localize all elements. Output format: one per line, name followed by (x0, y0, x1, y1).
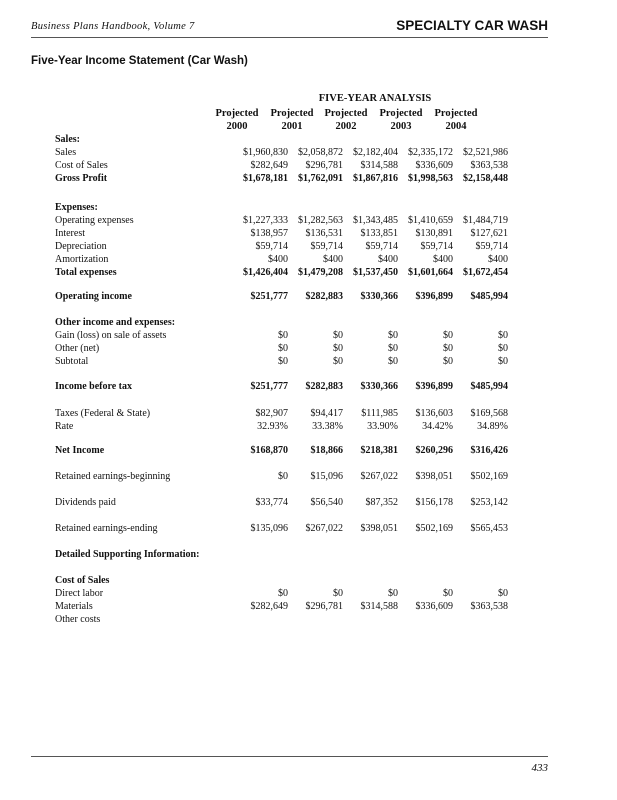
row-value-2003: $1,998,563 (408, 173, 453, 184)
row-value-2003: $0 (443, 343, 453, 354)
row-value-2002: $111,985 (361, 408, 398, 419)
row-value-2003: $260,296 (415, 445, 453, 456)
row-value-2000: $1,960,830 (243, 147, 288, 158)
row-value-2001: $282,883 (305, 291, 343, 302)
statement-row (31, 355, 551, 368)
row-value-2003: $2,335,172 (408, 147, 453, 158)
row-value-2004: $2,158,448 (463, 173, 508, 184)
statement-row (31, 214, 551, 227)
row-label: Subtotal (55, 356, 89, 367)
row-value-2002: $59,714 (365, 241, 398, 252)
statement-row (31, 407, 551, 420)
statement-row (31, 613, 551, 626)
row-value-2001: $0 (333, 343, 343, 354)
row-value-2000: $251,777 (250, 291, 288, 302)
row-value-2002: $2,182,404 (353, 147, 398, 158)
row-value-2000: $82,907 (255, 408, 288, 419)
row-label: Total expenses (55, 267, 117, 278)
row-value-2003: $398,051 (415, 471, 453, 482)
row-value-2002: $0 (388, 343, 398, 354)
statement-row (31, 146, 551, 159)
row-value-2000: $33,774 (255, 497, 288, 508)
row-label: Sales (55, 147, 77, 158)
row-value-2000: $135,096 (250, 523, 288, 534)
row-value-2001: $136,531 (305, 228, 343, 239)
column-header-2002 (318, 107, 374, 133)
analysis-heading: FIVE-YEAR ANALYSIS (318, 93, 432, 104)
row-label: Rate (55, 421, 74, 432)
row-value-2002: $1,537,450 (353, 267, 398, 278)
row-label: Other (net) (55, 343, 100, 354)
statement-row (31, 201, 551, 214)
row-label: Other costs (55, 614, 101, 625)
statement-row (31, 227, 551, 240)
statement-row (31, 342, 551, 355)
row-value-2004: $0 (498, 330, 508, 341)
row-value-2002: $0 (388, 356, 398, 367)
row-value-2001: $0 (333, 330, 343, 341)
row-label: Taxes (Federal & State) (55, 408, 151, 419)
row-value-2002: $314,588 (360, 160, 398, 171)
row-value-2002: $1,867,816 (353, 173, 398, 184)
column-header-year: 2003 (390, 121, 412, 132)
row-value-2003: $1,601,664 (408, 267, 453, 278)
row-label: Operating income (55, 291, 132, 302)
statement-row (31, 444, 551, 457)
row-value-2004: $363,538 (470, 160, 508, 171)
row-value-2004: $485,994 (470, 381, 508, 392)
row-label: Retained earnings-beginning (55, 471, 171, 482)
row-label: Cost of Sales (55, 575, 110, 586)
footer-divider (31, 756, 548, 757)
row-value-2002: $1,343,485 (353, 215, 398, 226)
row-value-2001: $1,762,091 (298, 173, 343, 184)
statement-row (31, 316, 551, 329)
row-label: Expenses: (55, 202, 98, 213)
row-value-2004: $0 (498, 356, 508, 367)
row-value-2001: $296,781 (305, 601, 343, 612)
row-value-2004: $253,142 (470, 497, 508, 508)
statement-row (31, 587, 551, 600)
row-value-2002: $218,381 (360, 445, 398, 456)
page-title: Five-Year Income Statement (Car Wash) (31, 55, 248, 67)
row-value-2000: 32.93% (257, 421, 288, 432)
row-value-2000: $400 (268, 254, 288, 265)
row-value-2004: $2,521,986 (463, 147, 508, 158)
row-value-2002: $0 (388, 330, 398, 341)
row-value-2000: $0 (278, 588, 288, 599)
column-header-line1: Projected (379, 108, 423, 119)
row-value-2001: $267,022 (305, 523, 343, 534)
row-value-2004: $169,568 (470, 408, 508, 419)
row-value-2001: $59,714 (310, 241, 343, 252)
statement-row (31, 253, 551, 266)
row-value-2001: $0 (333, 588, 343, 599)
statement-row (31, 159, 551, 172)
row-value-2002: $330,366 (360, 381, 398, 392)
row-value-2003: $396,899 (415, 381, 453, 392)
statement-row (31, 240, 551, 253)
row-value-2001: $56,540 (310, 497, 343, 508)
section-title: SPECIALTY CAR WASH (396, 18, 548, 33)
row-value-2004: $565,453 (470, 523, 508, 534)
row-label: Materials (55, 601, 93, 612)
row-value-2004: $316,426 (470, 445, 508, 456)
row-value-2004: $485,994 (470, 291, 508, 302)
row-value-2003: $156,178 (415, 497, 453, 508)
row-label: Depreciation (55, 241, 107, 252)
row-value-2001: $2,058,872 (298, 147, 343, 158)
column-header-year: 2002 (335, 121, 357, 132)
row-label: Dividends paid (55, 497, 116, 508)
row-value-2000: $1,426,404 (243, 267, 288, 278)
row-value-2003: $130,891 (415, 228, 453, 239)
row-value-2002: $314,588 (360, 601, 398, 612)
column-header-line1: Projected (270, 108, 314, 119)
row-value-2000: $251,777 (250, 381, 288, 392)
column-header-line1: Projected (434, 108, 478, 119)
row-value-2003: $400 (433, 254, 453, 265)
statement-row (31, 600, 551, 613)
row-value-2002: $330,366 (360, 291, 398, 302)
row-label: Operating expenses (55, 215, 134, 226)
column-header-line1: Projected (324, 108, 368, 119)
row-label: Direct labor (55, 588, 104, 599)
row-value-2000: $282,649 (250, 160, 288, 171)
row-value-2004: $0 (498, 588, 508, 599)
row-value-2001: $400 (323, 254, 343, 265)
statement-row (31, 266, 551, 279)
row-value-2003: 34.42% (422, 421, 453, 432)
row-label: Sales: (55, 134, 80, 145)
row-value-2003: $336,609 (415, 601, 453, 612)
row-value-2000: $138,957 (250, 228, 288, 239)
row-value-2000: $0 (278, 356, 288, 367)
column-header-year: 2001 (281, 121, 303, 132)
row-value-2004: $502,169 (470, 471, 508, 482)
row-value-2000: $0 (278, 471, 288, 482)
column-header-2004 (428, 107, 484, 133)
column-header-year: 2004 (445, 121, 467, 132)
row-value-2001: $15,096 (310, 471, 343, 482)
row-value-2003: $1,410,659 (408, 215, 453, 226)
row-label: Net Income (55, 445, 105, 456)
row-value-2000: $1,678,181 (243, 173, 288, 184)
statement-row (31, 470, 551, 483)
row-value-2002: $398,051 (360, 523, 398, 534)
header-divider (31, 37, 548, 38)
row-value-2003: $0 (443, 588, 453, 599)
row-value-2004: $363,538 (470, 601, 508, 612)
row-value-2004: $127,621 (470, 228, 508, 239)
row-label: Other income and expenses: (55, 317, 176, 328)
row-label: Interest (55, 228, 85, 239)
statement-row (31, 522, 551, 535)
row-label: Gross Profit (55, 173, 108, 184)
row-value-2001: $282,883 (305, 381, 343, 392)
statement-row (31, 329, 551, 342)
row-value-2003: $336,609 (415, 160, 453, 171)
statement-row (31, 420, 551, 433)
row-value-2004: 34.89% (477, 421, 508, 432)
row-label: Income before tax (55, 381, 133, 392)
row-value-2001: $94,417 (310, 408, 343, 419)
row-value-2004: $59,714 (475, 241, 508, 252)
statement-row (31, 574, 551, 587)
row-label: Amortization (55, 254, 109, 265)
row-value-2001: $1,282,563 (298, 215, 343, 226)
row-value-2001: $1,479,208 (298, 267, 343, 278)
row-value-2003: $0 (443, 330, 453, 341)
row-value-2000: $0 (278, 343, 288, 354)
column-header-line1: Projected (215, 108, 259, 119)
row-value-2003: $396,899 (415, 291, 453, 302)
row-label: Detailed Supporting Information: (55, 549, 200, 560)
row-value-2002: $133,851 (360, 228, 398, 239)
statement-row (31, 290, 551, 303)
row-value-2000: $168,870 (250, 445, 288, 456)
row-value-2000: $0 (278, 330, 288, 341)
row-label: Cost of Sales (55, 160, 108, 171)
statement-row (31, 133, 551, 146)
column-header-year: 2000 (226, 121, 248, 132)
statement-row (31, 496, 551, 509)
row-value-2002: $0 (388, 588, 398, 599)
row-value-2002: $87,352 (365, 497, 398, 508)
row-value-2004: $0 (498, 343, 508, 354)
row-value-2003: $0 (443, 356, 453, 367)
row-value-2001: $0 (333, 356, 343, 367)
row-value-2001: 33.38% (312, 421, 343, 432)
row-value-2000: $1,227,333 (243, 215, 288, 226)
row-value-2000: $59,714 (255, 241, 288, 252)
column-header-2000 (209, 107, 265, 133)
row-value-2003: $59,714 (420, 241, 453, 252)
row-value-2001: $296,781 (305, 160, 343, 171)
statement-row (31, 172, 551, 185)
row-value-2003: $502,169 (415, 523, 453, 534)
row-value-2000: $282,649 (250, 601, 288, 612)
page-number: 433 (531, 762, 548, 774)
row-label: Gain (loss) on sale of assets (55, 330, 167, 341)
row-value-2002: 33.90% (367, 421, 398, 432)
book-title: Business Plans Handbook, Volume 7 (31, 21, 195, 32)
column-header-2001 (264, 107, 320, 133)
row-value-2004: $1,672,454 (463, 267, 508, 278)
statement-row (31, 548, 551, 561)
row-value-2002: $267,022 (360, 471, 398, 482)
row-value-2004: $400 (488, 254, 508, 265)
row-value-2001: $18,866 (310, 445, 343, 456)
row-value-2004: $1,484,719 (463, 215, 508, 226)
statement-row (31, 380, 551, 393)
row-value-2002: $400 (378, 254, 398, 265)
column-header-2003 (373, 107, 429, 133)
row-label: Retained earnings-ending (55, 523, 158, 534)
row-value-2003: $136,603 (415, 408, 453, 419)
